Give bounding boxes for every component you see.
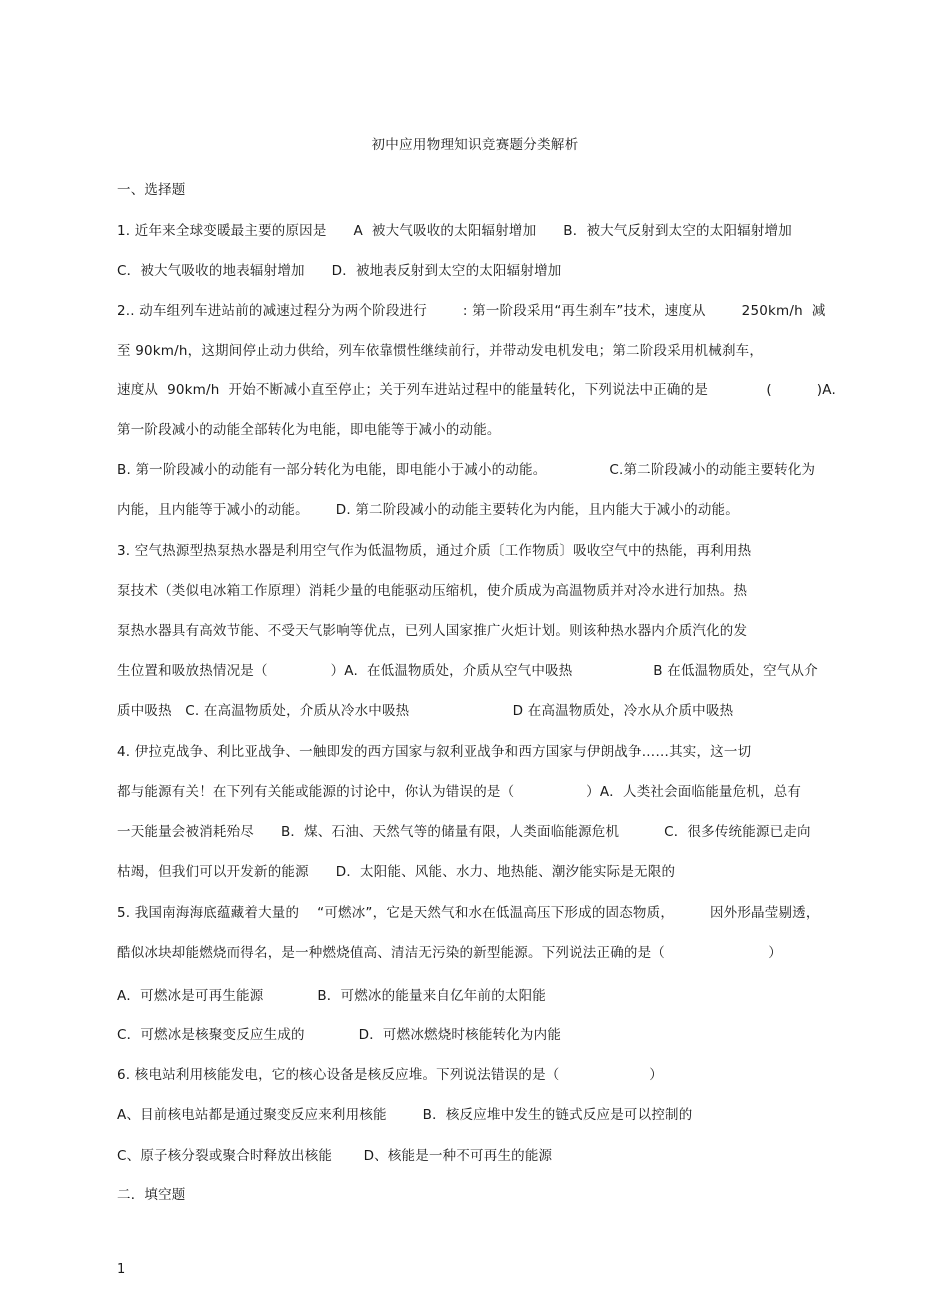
question-2-line-3: 速度从 90km/h 开始不断减小直至停止；关于列车进站过程中的能量转化，下列说法中正确的是 ( )A.: [117, 382, 836, 398]
question-2-line-2: 至 90km/h，这期间停止动力供给，列车依靠惯性继续前行，并带动发电机发电；第二阶段采用机械刹车，: [117, 343, 764, 359]
question-5-options-ab: A．可燃冰是可再生能源 B．可燃冰的能量来自亿年前的太阳能: [117, 988, 546, 1004]
question-2-option-a: 第一阶段减小的动能全部转化为电能，即电能等于减小的动能。: [117, 422, 501, 438]
question-6-options-cd: C、原子核分裂或聚合时释放出核能 D、核能是一种不可再生的能源: [117, 1148, 553, 1164]
question-5-options-cd: C．可燃冰是核聚变反应生成的 D．可燃冰燃烧时核能转化为内能: [117, 1027, 562, 1043]
question-3-line-2: 泵技术（类似电冰箱工作原理）消耗少量的电能驱动压缩机，使介质成为高温物质并对冷水进行加热。热: [117, 583, 748, 599]
question-1-line: 1. 近年来全球变暖最主要的原因是 A 被大气吸收的太阳辐射增加 B．被大气反射到太空的太阳辐射增加: [117, 223, 792, 239]
question-6-options-ab: A、目前核电站都是通过聚变反应来利用核能 B．核反应堆中发生的链式反应是可以控制的: [117, 1107, 693, 1123]
question-5-line-1: 5. 我国南海海底蕴藏着大量的 “可燃冰”，它是天然气和水在低温高压下形成的固态物质， 因外形晶莹剔透，: [117, 905, 820, 921]
question-5-line-2: 酷似冰块却能燃烧而得名，是一种燃烧值高、清洁无污染的新型能源。下列说法正确的是（ ）: [117, 945, 782, 961]
question-3-line-3: 泵热水器具有高效节能、不受天气影响等优点，已列人国家推广火炬计划。则该种热水器内介质汽化的发: [117, 623, 748, 639]
section-heading-choice: 一、选择题: [117, 182, 186, 198]
section-heading-fill: 二．填空题: [117, 1187, 186, 1203]
question-4-line-3: 一天能量会被消耗殆尽 B．煤、石油、天然气等的储量有限，人类面临能源危机 C．很多传统能源已走向: [117, 824, 811, 840]
page-number: 1: [117, 1262, 126, 1277]
question-6-line: 6. 核电站利用核能发电，它的核心设备是核反应堆。下列说法错误的是（ ）: [117, 1067, 663, 1083]
question-3-line-4: 生位置和吸放热情况是（ ）A. 在低温物质处，介质从空气中吸热 B 在低温物质处，空气从介: [117, 663, 818, 679]
question-2-option-b: B. 第一阶段减小的动能有一部分转化为电能，即电能小于减小的动能。 C.第二阶段减小的动能主要转化为: [117, 462, 816, 478]
question-2-line-1: 2.. 动车组列车进站前的减速过程分为两个阶段进行 : 第一阶段采用“再生刹车”技术，速度从 250km/h 减: [117, 303, 826, 319]
question-4-line-2: 都与能源有关！在下列有关能或能源的讨论中，你认为错误的是（ ）A．人类社会面临能量危机，总有: [117, 784, 802, 800]
question-2-option-d: 内能，且内能等于减小的动能。 D. 第二阶段减小的动能主要转化为内能，且内能大于减小的动能。: [117, 502, 739, 518]
document-title: 初中应用物理知识竞赛题分类解析: [371, 137, 579, 153]
question-4-line-4: 枯竭，但我们可以开发新的能源 D．太阳能、风能、水力、地热能、潮汐能实际是无限的: [117, 864, 676, 880]
question-4-line-1: 4. 伊拉克战争、利比亚战争、一触即发的西方国家与叙利亚战争和西方国家与伊朗战争……其实，这一切: [117, 744, 752, 760]
question-1-options: C．被大气吸收的地表辐射增加 D．被地表反射到太空的太阳辐射增加: [117, 263, 562, 279]
question-3-line-1: 3. 空气热源型热泵热水器是利用空气作为低温物质，通过介质〔工作物质〕吸收空气中的热能，再利用热: [117, 543, 752, 559]
question-3-line-5: 质中吸热 C. 在高温物质处，介质从冷水中吸热 D 在高温物质处，冷水从介质中吸热: [117, 703, 734, 719]
